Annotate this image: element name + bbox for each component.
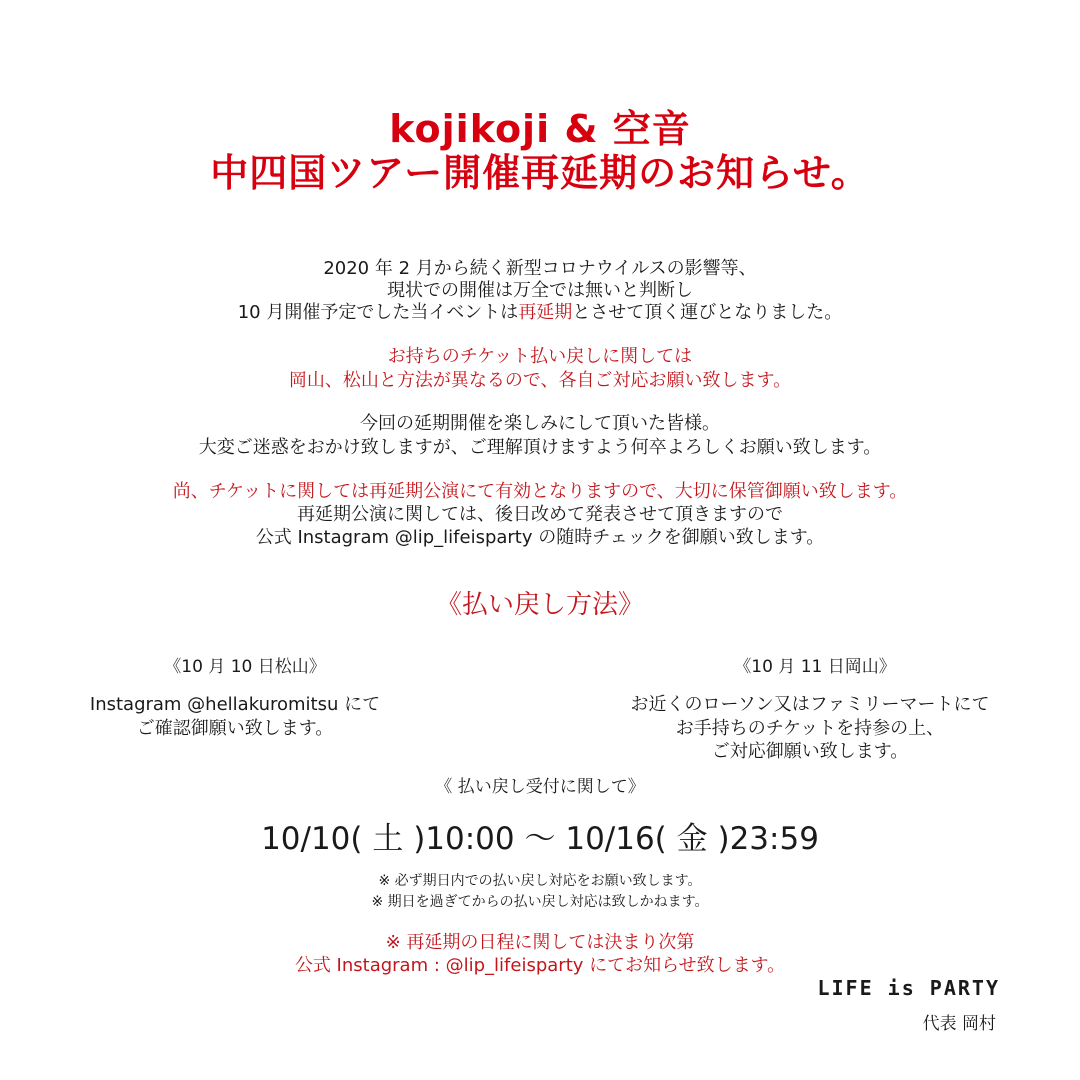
- validity-line-2: 再延期公演に関しては、後日改めて発表させて頂きますので: [297, 504, 783, 525]
- matsuyama-heading: 《10 月 10 日松山》: [164, 657, 326, 677]
- okayama-line-1: お近くのローソン又はファミリーマートにて: [630, 694, 990, 715]
- intro-line-3-highlight: 再延期: [518, 302, 573, 323]
- apology-line-2: 大変ご迷惑をおかけ致しますが、ご理解頂けますよう何卒よろしくお願い致します。: [198, 437, 882, 458]
- matsuyama-line-1: Instagram @hellakuromitsu にて: [89, 694, 381, 715]
- okayama-line-2: お手持ちのチケットを持参の上、: [675, 718, 945, 739]
- intro-line-2: 現状での開催は万全では無いと判断し: [387, 280, 693, 301]
- title-line-2: 中四国ツアー開催再延期のお知らせ。: [210, 151, 870, 195]
- schedule-notice-line-1: ※ 再延期の日程に関しては決まり次第: [385, 932, 695, 953]
- signature-person: 代表 岡村: [922, 1014, 996, 1034]
- ticket-notice-line-1: お持ちのチケット払い戻しに関しては: [387, 346, 693, 367]
- okayama-line-3: ご対応御願い致します。: [711, 741, 909, 762]
- okayama-heading: 《10 月 11 日岡山》: [734, 657, 896, 677]
- reception-heading: 《 払い戻し受付に関して》: [435, 777, 645, 797]
- reception-period: 10/10( 土 )10:00 ～ 10/16( 金 )23:59: [261, 821, 819, 857]
- reception-note-1: ※ 必ず期日内での払い戻し対応をお願い致します。: [378, 873, 702, 889]
- validity-line-3: 公式 Instagram @lip_lifeisparty の随時チェックを御願い致します。: [255, 527, 825, 548]
- title-line-1: kojikoji & 空音: [389, 107, 691, 151]
- refund-heading: 《払い戻し方法》: [435, 590, 644, 620]
- intro-line-3: [0, 301, 1080, 325]
- schedule-notice-line-2: 公式 Instagram : @lip_lifeisparty にてお知らせ致します。: [294, 955, 786, 976]
- validity-line-1: 尚、チケットに関しては再延期公演にて有効となりますので、大切に保管御願い致します。: [172, 481, 908, 502]
- ticket-notice-line-2: 岡山、松山と方法が異なるので、各自ご対応お願い致します。: [288, 370, 792, 391]
- reception-note-2: ※ 期日を過ぎてからの払い戻し対応は致しかねます。: [371, 894, 709, 910]
- apology-line-1: 今回の延期開催を楽しみにして頂いた皆様。: [360, 413, 720, 434]
- intro-line-1: 2020 年 2 月から続く新型コロナウイルスの影響等、: [323, 258, 757, 279]
- matsuyama-line-2: ご確認御願い致します。: [136, 718, 334, 739]
- intro-line-3-pre: 10 月開催予定でした当イベントは: [237, 302, 519, 323]
- intro-line-3-post: とさせて頂く運びとなりました。: [572, 302, 843, 323]
- signature-org: LIFE is PARTY: [817, 976, 1000, 1000]
